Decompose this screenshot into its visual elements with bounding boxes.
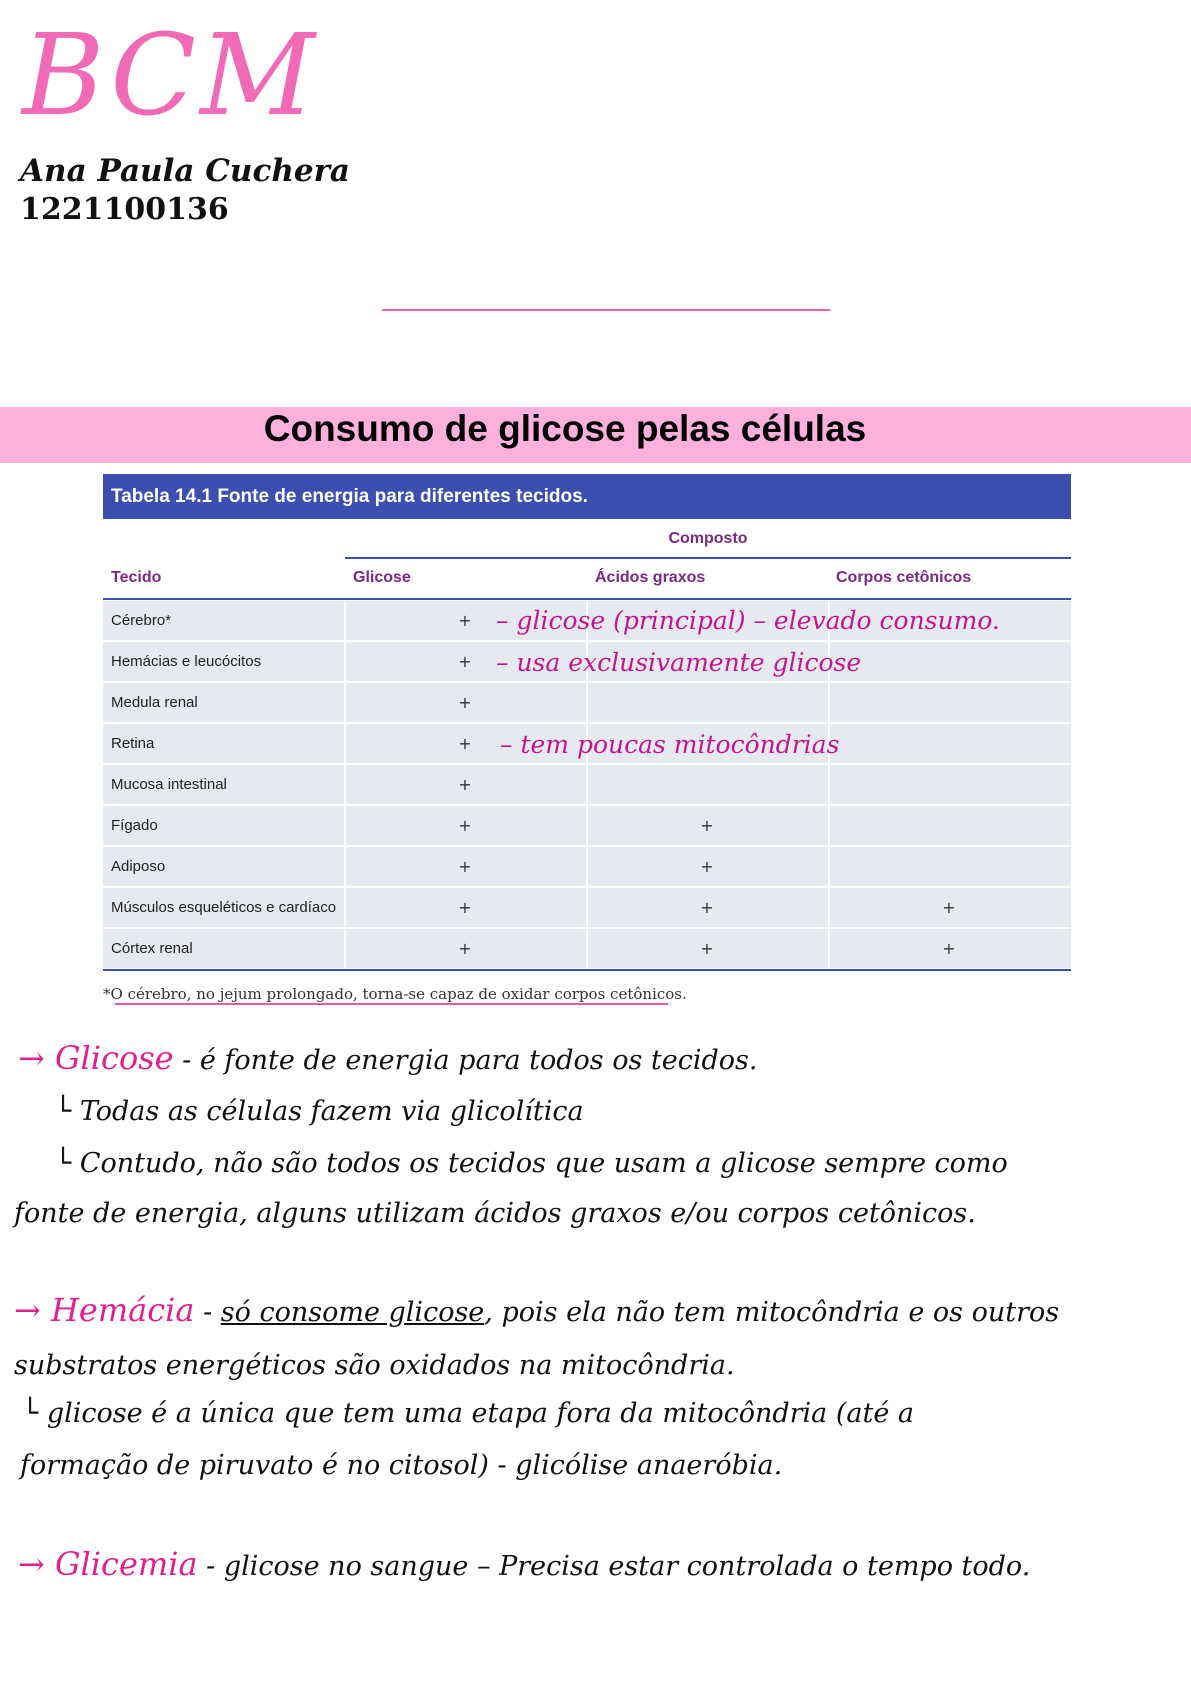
note-glicemia [18, 1545, 1031, 1583]
corpos-mark: + [942, 898, 956, 917]
tissue-name: Fígado [111, 817, 158, 834]
tissue-name: Hemácias e leucócitos [111, 653, 262, 670]
logo-bcm: BCM [22, 11, 319, 141]
table-row [103, 929, 1071, 970]
glicose-mark: + [458, 898, 472, 917]
acidos-mark [697, 683, 717, 722]
note-hemacia-sub-a: └ glicose é a única que tem uma etapa fora da mitocôndria (até a [22, 1398, 915, 1429]
note-hemacia-dash: - [194, 1297, 221, 1328]
glicose-mark: + [458, 775, 472, 794]
table-caption: Tabela 14.1 Fonte de energia para diferentes tecidos. [103, 474, 1071, 519]
table-row [103, 888, 1071, 929]
divider-line [382, 309, 830, 311]
tissue-name: Retina [111, 735, 155, 752]
glicose-mark: + [458, 939, 472, 958]
col-header-corpos-cetonicos: Corpos cetônicos [836, 569, 972, 586]
tissue-name: Medula renal [111, 694, 198, 711]
col-header-glicose: Glicose [353, 569, 411, 586]
acidos-mark: + [700, 939, 714, 958]
table-row [103, 683, 1071, 724]
table-row [103, 806, 1071, 847]
note-glicose-text: - é fonte de energia para todos os tecidos. [182, 1045, 758, 1076]
note-glicemia-text: - glicose no sangue – Precisa estar controlada o tempo todo. [206, 1551, 1031, 1582]
annotation-hemacias: – usa exclusivamente glicose [496, 648, 862, 677]
term-glicemia: → Glicemia [18, 1545, 198, 1583]
term-glicose: → Glicose [18, 1039, 174, 1077]
acidos-mark [697, 765, 717, 804]
note-glicose-sub2-a: └ Contudo, não são todos os tecidos que usam a glicose sempre como [55, 1148, 1008, 1179]
tissue-name: Córtex renal [111, 940, 193, 957]
table-row [103, 847, 1071, 888]
tissue-name: Músculos esqueléticos e cardíaco [111, 899, 337, 916]
col-header-acidos-graxos: Ácidos graxos [595, 569, 706, 586]
tissue-name: Cérebro* [111, 612, 172, 629]
table-group-header: Composto [668, 530, 748, 547]
glicose-mark: + [458, 816, 472, 835]
corpos-mark: + [942, 939, 956, 958]
student-id: 1221100136 [20, 192, 229, 227]
corpos-mark [939, 765, 959, 804]
note-glicose [18, 1039, 758, 1077]
table-footnote: *O cérebro, no jejum prolongado, torna-se capaz de oxidar corpos cetônicos. [103, 985, 687, 1003]
corpos-mark [939, 847, 959, 886]
corpos-mark [939, 642, 959, 681]
acidos-mark: + [700, 898, 714, 917]
corpos-mark [939, 724, 959, 763]
note-hemacia-underlined: só consome glicose [220, 1297, 485, 1328]
annotation-cerebro: – glicose (principal) – elevado consumo. [496, 606, 1000, 635]
term-hemacia: → Hemácia [14, 1291, 195, 1329]
corpos-mark [939, 683, 959, 722]
glicose-mark: + [458, 693, 472, 712]
glicose-mark: + [458, 857, 472, 876]
page-title: Consumo de glicose pelas células [263, 408, 867, 449]
note-hemacia-text: , pois ela não tem mitocôndria e os outros [484, 1297, 1060, 1328]
tissue-name: Adiposo [111, 858, 166, 875]
tissue-name: Mucosa intestinal [111, 776, 227, 793]
note-hemacia-text2: substratos energéticos são oxidados na mitocôndria. [14, 1350, 735, 1381]
note-glicose-sub2-b: fonte de energia, alguns utilizam ácidos graxos e/ou corpos cetônicos. [14, 1198, 976, 1229]
note-hemacia-sub-b: formação de piruvato é no citosol) - glicólise anaeróbia. [20, 1450, 783, 1481]
annotation-retina: – tem poucas mitocôndrias [500, 730, 840, 759]
footnote-underline [115, 1003, 668, 1005]
note-hemacia [14, 1291, 1060, 1329]
col-header-tecido: Tecido [111, 569, 162, 586]
glicose-mark: + [458, 734, 472, 753]
author-name: Ana Paula Cuchera [20, 153, 350, 189]
header-line [103, 598, 1071, 600]
acidos-mark: + [700, 857, 714, 876]
acidos-mark: + [700, 816, 714, 835]
group-header-line [345, 557, 1071, 559]
glicose-mark: + [458, 611, 472, 630]
table-bottom-line [103, 969, 1071, 971]
note-glicose-sub1: └ Todas as células fazem via glicolítica [55, 1096, 584, 1127]
corpos-mark [939, 806, 959, 845]
glicose-mark: + [458, 652, 472, 671]
table-row [103, 765, 1071, 806]
